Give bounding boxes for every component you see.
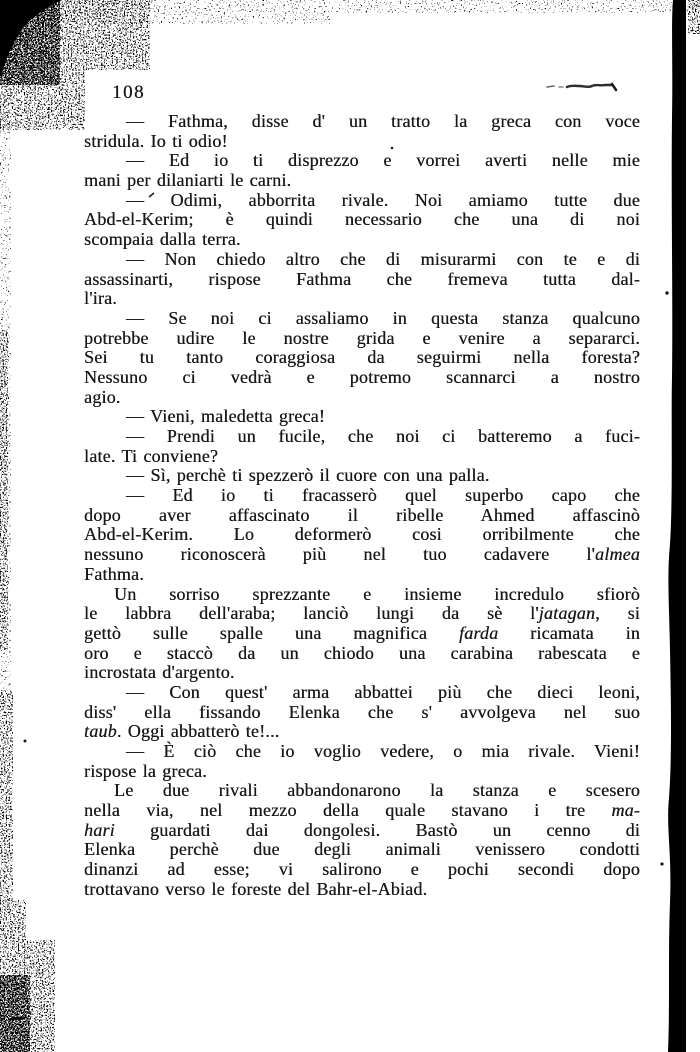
text-line: Un sorriso sprezzante e insieme incredulo sfiorò bbox=[114, 583, 640, 604]
left-edge-noise bbox=[0, 70, 13, 940]
text-line: trottavano verso le foreste del Bahr-el-Abiad. bbox=[84, 878, 428, 899]
text-line: Nessuno ci vedrà e potremo scannarci a nostro bbox=[84, 366, 640, 387]
text-line: Fathma. bbox=[84, 563, 144, 584]
page-number: 108 bbox=[112, 82, 145, 103]
text-line: gettò sulle spalle una magnifica farda ricamata in bbox=[84, 622, 640, 643]
text-line: diss' ella fissando Elenka che s' avvolgeva nel suo bbox=[84, 701, 640, 722]
bottom-left-corner-noise bbox=[0, 900, 55, 1052]
text-line: — Odimi, abborrita rivale. Noi amiamo tutte due bbox=[126, 189, 640, 210]
text-line: scompaia dalla terra. bbox=[84, 229, 241, 250]
text-line: Abd-el-Kerim. Lo deformerò cosi orribilmente che bbox=[84, 524, 640, 545]
text-line: assassinarti, rispose Fathma che fremeva tutta dal- bbox=[84, 268, 640, 289]
text-line: — Con quest' arma abbattei più che dieci leoni, bbox=[126, 681, 640, 702]
text-line: — Non chiedo altro che di misurarmi con te e di bbox=[126, 248, 640, 269]
scan-bar bbox=[668, 0, 686, 1052]
top-edge-noise bbox=[0, 0, 700, 34]
text-line: incrostata d'argento. bbox=[84, 662, 235, 683]
pencil-smudge bbox=[547, 84, 616, 90]
text-line: dinanzi ad esse; vi salirono e pochi secondi dopo bbox=[84, 859, 640, 880]
text-line: — Fathma, disse d' un tratto la greca con voce bbox=[126, 111, 640, 131]
text-line: Le due rivali abbandonarono la stanza e scesero bbox=[114, 780, 640, 801]
text-line: nessuno riconoscerà più nel tuo cadavere l'almea bbox=[84, 544, 640, 565]
text-line: — È ciò che io voglio vedere, o mia rivale. Vieni! bbox=[126, 741, 640, 761]
text-line: taub. Oggi abbatterò te!... bbox=[84, 721, 280, 742]
text-line: Sei tu tanto coraggiosa da seguirmi nella foresta? bbox=[84, 347, 640, 368]
text-line: le labbra dell'araba; lanciò lungi da sè l'jatagan, si bbox=[84, 603, 640, 624]
text-line: — Prendi un fucile, che noi ci batteremo a fuci- bbox=[126, 426, 640, 446]
text-line: — Vieni, maledetta greca! bbox=[126, 406, 326, 427]
text-line: dopo aver affascinato il ribelle Ahmed affascinò bbox=[84, 504, 640, 525]
text-line: late. Ti conviene? bbox=[84, 445, 219, 466]
text-line: — Ed io ti disprezzo e vorrei averti nelle mie bbox=[126, 150, 640, 171]
text-line: agio. bbox=[84, 386, 121, 407]
text-block bbox=[84, 112, 640, 900]
text-line: — Se noi ci assaliamo in questa stanza qualcuno bbox=[126, 307, 640, 328]
text-line: nella via, nel mezzo della quale stavano i tre ma- bbox=[84, 800, 640, 821]
text-line: Elenka perchè due degli animali venissero condotti bbox=[84, 839, 640, 860]
text-line: rispose la greca. bbox=[84, 760, 207, 781]
text-line: potrebbe udire le nostre grida e venire a separarci. bbox=[84, 327, 640, 348]
text-line: l'ira. bbox=[84, 288, 117, 309]
text-line: Abd-el-Kerim; è quindi necessario che una di noi bbox=[84, 209, 640, 230]
text-line: mani per dilaniarti le carni. bbox=[84, 170, 292, 191]
text-line: hari guardati dai dongolesi. Bastò un cenno di bbox=[84, 819, 640, 840]
text-line: stridula. Io ti odio! bbox=[84, 130, 228, 151]
text-line: oro e staccò da un chiodo una carabina rabescata e bbox=[84, 642, 640, 663]
text-line: — Ed io ti fracasserò quel superbo capo che bbox=[126, 485, 640, 506]
text-line: — Sì, perchè ti spezzerò il cuore con una palla. bbox=[126, 465, 490, 486]
